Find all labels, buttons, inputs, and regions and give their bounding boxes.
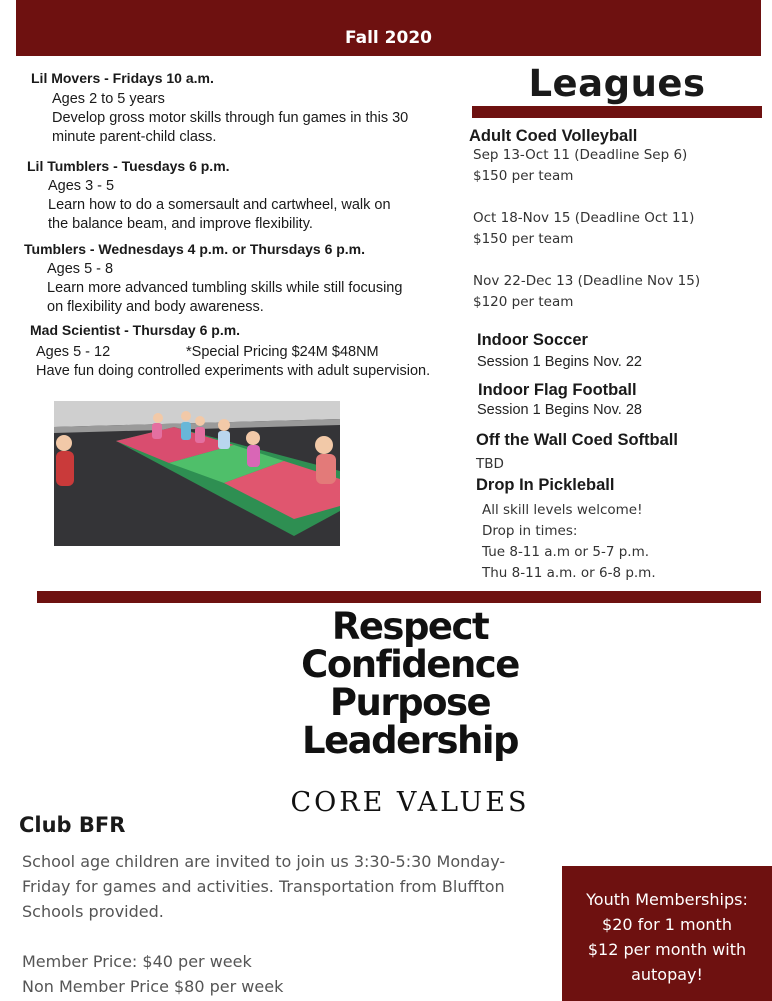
class-line: Ages 5 - 8 (47, 261, 114, 277)
club-line: School age children are invited to join us 3:30-5:30 Monday- (22, 852, 506, 871)
nonmember-price: Non Member Price $80 per week (22, 977, 284, 996)
youth-memberships-box (562, 866, 772, 1001)
gym-class-photo (54, 401, 340, 546)
section-divider (37, 591, 761, 603)
season-title: Fall 2020 (345, 28, 432, 48)
soccer-title: Indoor Soccer (477, 331, 588, 349)
volleyball-session-2 (473, 208, 694, 250)
volleyball-session-1 (473, 145, 687, 187)
class-line: minute parent-child class. (52, 129, 217, 145)
class-line: Ages 3 - 5 (48, 178, 115, 194)
membership-line: Youth Memberships: (586, 890, 748, 909)
pickleball-line: Tue 8-11 a.m or 5-7 p.m. (482, 544, 650, 560)
class-title-mad-scientist: Mad Scientist - Thursday 6 p.m. (30, 322, 241, 338)
class-line: the balance beam, and improve flexibility. (48, 216, 313, 232)
class-desc-mad-scientist: Have fun doing controlled experiments with adult supervision. (36, 363, 431, 379)
softball-title: Off the Wall Coed Softball (476, 431, 678, 449)
value-confidence: Confidence (301, 643, 519, 686)
class-line: Learn more advanced tumbling skills while still focusing (47, 280, 403, 296)
volleyball-session-3 (473, 271, 700, 313)
core-values-list (250, 605, 570, 762)
class-line: Develop gross motor skills through fun games in this 30 (52, 110, 409, 126)
value-leadership: Leadership (302, 719, 518, 762)
class-title-tumblers: Tumblers - Wednesdays 4 p.m. or Thursdays 6 p.m. (24, 241, 366, 257)
club-title: Club BFR (19, 813, 126, 837)
value-respect: Respect (331, 605, 489, 648)
flag-football-detail: Session 1 Begins Nov. 28 (477, 402, 642, 418)
session-dates: Sep 13-Oct 11 (Deadline Sep 6) (473, 147, 688, 163)
membership-line: autopay! (631, 965, 703, 984)
pickleball-line: All skill levels welcome! (482, 502, 643, 518)
special-pricing: *Special Pricing $24M $48NM (186, 344, 379, 360)
soccer-detail: Session 1 Begins Nov. 22 (477, 354, 642, 370)
session-price: $120 per team (473, 294, 574, 310)
session-price: $150 per team (473, 168, 574, 184)
softball-detail: TBD (476, 456, 504, 472)
pickleball-line: Drop in times: (482, 523, 578, 539)
class-title-lil-tumblers: Lil Tumblers - Tuesdays 6 p.m. (27, 158, 230, 174)
pickleball-detail (482, 500, 656, 584)
session-price: $150 per team (473, 231, 574, 247)
club-line: Friday for games and activities. Transportation from Bluffton (22, 877, 505, 896)
leagues-heading: Leagues (528, 62, 706, 105)
session-dates: Nov 22-Dec 13 (Deadline Nov 15) (473, 273, 701, 289)
club-line: Schools provided. (22, 902, 164, 921)
class-desc-tumblers (47, 260, 402, 317)
class-line: Ages 2 to 5 years (52, 91, 165, 107)
session-dates: Oct 18-Nov 15 (Deadline Oct 11) (473, 210, 695, 226)
member-price: Member Price: $40 per week (22, 952, 252, 971)
membership-line: $20 for 1 month (602, 915, 732, 934)
pickleball-title: Drop In Pickleball (476, 476, 615, 494)
flag-football-title: Indoor Flag Football (478, 381, 637, 399)
class-line: on flexibility and body awareness. (47, 299, 264, 315)
spacer (22, 924, 542, 949)
header-banner (16, 0, 761, 56)
club-description (22, 849, 542, 999)
class-desc-lil-tumblers (48, 177, 391, 234)
volleyball-title: Adult Coed Volleyball (469, 127, 638, 145)
class-line: Learn how to do a somersault and cartwheel, walk on (48, 197, 391, 213)
leagues-divider (472, 106, 762, 118)
class-desc-lil-movers (52, 90, 408, 147)
class-age-mad-scientist: Ages 5 - 12 (36, 344, 111, 360)
core-values-caption: CORE VALUES (290, 787, 530, 818)
value-purpose: Purpose (329, 681, 491, 724)
class-title-lil-movers: Lil Movers - Fridays 10 a.m. (31, 70, 214, 86)
pickleball-line: Thu 8-11 a.m. or 6-8 p.m. (482, 565, 656, 581)
membership-line: $12 per month with (587, 940, 747, 959)
